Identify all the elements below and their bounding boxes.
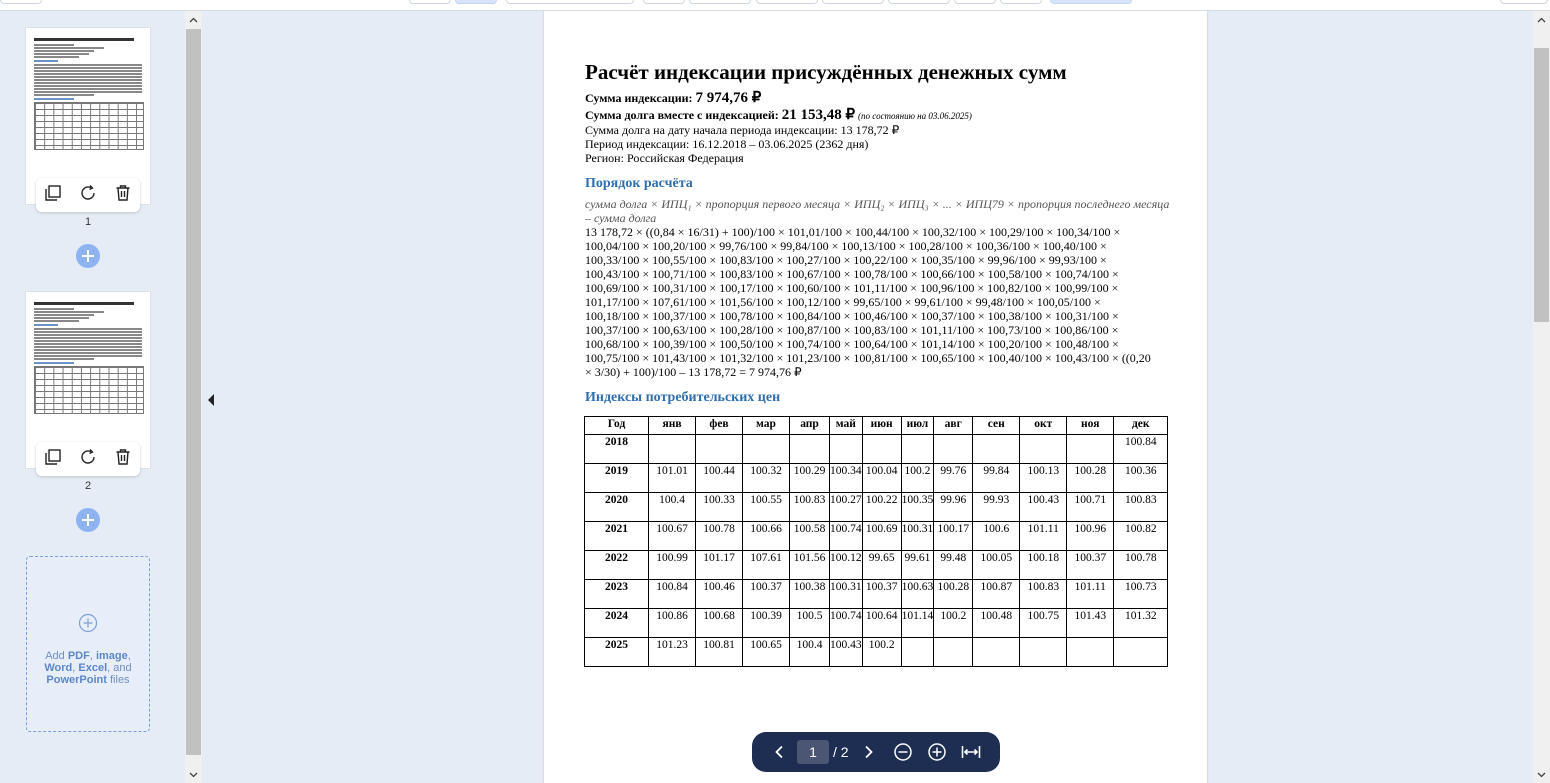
- cpi-value-cell: 100.4: [649, 493, 696, 522]
- thumb-text-line: [34, 88, 142, 90]
- calculation-line: 100,68/100 × 100,39/100 × 100,50/100 × 100,74/100 × 100,64/100 × 101,14/100 × 100,20/100 × 100,48/100 ×: [585, 337, 1119, 351]
- cpi-year-cell: 2024: [585, 609, 649, 638]
- cpi-value-cell: 100.96: [1067, 522, 1114, 551]
- cpi-value-cell: 100.44: [696, 464, 743, 493]
- cpi-value-cell: [973, 638, 1020, 667]
- cpi-value-cell: 100.05: [973, 551, 1020, 580]
- total-pages: / 2: [833, 744, 849, 760]
- debt-with-indexation: Сумма долга вместе с индексацией: 21 153,48 ₽ (по состоянию на 03.06.2025): [585, 107, 972, 123]
- thumb-text-line: [34, 334, 142, 336]
- cpi-table-header: [585, 417, 1168, 435]
- thumb-text-line: [34, 328, 142, 330]
- cpi-value-cell: 101.14: [901, 609, 934, 638]
- toolbar-button-active[interactable]: [455, 0, 497, 4]
- cpi-value-cell: 100.87: [973, 580, 1020, 609]
- thumb-table: [34, 102, 144, 150]
- zoom-in-button[interactable]: [923, 738, 951, 766]
- thumb-title-line: [34, 38, 134, 41]
- cpi-value-cell: 100.4: [790, 638, 830, 667]
- table-row: [585, 580, 1168, 609]
- document-title: Расчёт индексации присуждённых денежных сумм: [585, 60, 1067, 84]
- trash-icon[interactable]: [114, 184, 132, 207]
- cpi-value-cell: 101.17: [696, 551, 743, 580]
- thumb-text-line: [34, 311, 104, 313]
- page-2-actions: [36, 442, 140, 476]
- plus-icon: [81, 513, 95, 527]
- cpi-value-cell: 99.93: [973, 493, 1020, 522]
- toolbar-button[interactable]: [1500, 0, 1548, 4]
- cpi-value-cell: 100.83: [790, 493, 830, 522]
- calculation-line: 101,17/100 × 107,61/100 × 101,56/100 × 100,12/100 × 99,65/100 × 99,61/100 × 99,48/100 × 100,05/100 ×: [585, 295, 1101, 309]
- cpi-value-cell: [901, 435, 934, 464]
- zoom-out-button[interactable]: [889, 738, 917, 766]
- calculation-line: 100,18/100 × 100,37/100 × 100,78/100 × 100,84/100 × 100,46/100 × 100,37/100 × 100,38/100 × 100,31/100 ×: [585, 309, 1119, 323]
- table-row: [585, 609, 1168, 638]
- cpi-header-cell: авг: [934, 417, 973, 435]
- toolbar-button[interactable]: [756, 0, 818, 4]
- cpi-value-cell: 107.61: [743, 551, 790, 580]
- cpi-value-cell: 100.18: [1020, 551, 1067, 580]
- cpi-table: [584, 416, 1168, 667]
- cpi-value-cell: 100.17: [934, 522, 973, 551]
- cpi-value-cell: [743, 435, 790, 464]
- calculation-text: [585, 225, 1175, 379]
- cpi-value-cell: 99.96: [934, 493, 973, 522]
- indexation-sum: Сумма индексации: 7 974,76 ₽: [585, 90, 762, 106]
- cpi-value-cell: 100.43: [830, 638, 863, 667]
- thumb-text-line: [34, 94, 94, 96]
- thumb-text-line: [34, 91, 142, 93]
- cpi-value-cell: 100.78: [1114, 551, 1168, 580]
- cpi-value-cell: 100.74: [830, 522, 863, 551]
- toolbar-button[interactable]: [506, 0, 634, 4]
- page-thumbnails-sidebar: [0, 11, 185, 783]
- cpi-value-cell: 100.75: [1020, 609, 1067, 638]
- copy-page-icon[interactable]: [44, 448, 62, 471]
- chevron-right-icon: [864, 745, 874, 759]
- document-page: [544, 11, 1207, 783]
- thumb-text-line: [34, 358, 94, 360]
- cpi-value-cell: 101.01: [649, 464, 696, 493]
- cpi-value-cell: [1020, 638, 1067, 667]
- calculation-line: 100,69/100 × 100,31/100 × 100,17/100 × 100,60/100 × 101,11/100 × 100,96/100 × 100,82/100 × 100,99/100 ×: [585, 281, 1119, 295]
- cpi-value-cell: 100.12: [830, 551, 863, 580]
- thumb-text-line: [34, 56, 79, 58]
- fit-width-button[interactable]: [957, 738, 985, 766]
- chevron-left-icon: [774, 745, 784, 759]
- cpi-value-cell: 100.22: [862, 493, 901, 522]
- prev-page-button[interactable]: [765, 738, 793, 766]
- cpi-header-cell: фев: [696, 417, 743, 435]
- scroll-down-icon[interactable]: [1533, 766, 1550, 783]
- next-page-button[interactable]: [855, 738, 883, 766]
- thumb-table: [34, 366, 144, 414]
- cpi-value-cell: 100.31: [901, 522, 934, 551]
- indexation-period: Период индексации: 16.12.2018 – 03.06.2025 (2362 дня): [585, 137, 869, 151]
- thumb-text-line: [34, 73, 142, 75]
- cpi-value-cell: 100.71: [1067, 493, 1114, 522]
- calculation-line: 100,75/100 × 101,43/100 × 101,32/100 × 101,23/100 × 100,81/100 × 100,65/100 × 100,40/100 × 100,43/100 × ((0,20: [585, 351, 1151, 365]
- cpi-value-cell: 101.43: [1067, 609, 1114, 638]
- cpi-year-cell: 2019: [585, 464, 649, 493]
- cpi-value-cell: 100.83: [1114, 493, 1168, 522]
- thumb-text-line: [34, 79, 142, 81]
- cpi-value-cell: 100.32: [743, 464, 790, 493]
- procedure-heading: Порядок расчёта: [585, 176, 693, 191]
- rotate-icon[interactable]: [79, 184, 97, 207]
- cpi-value-cell: 100.84: [1114, 435, 1168, 464]
- cpi-value-cell: 101.11: [1067, 580, 1114, 609]
- copy-page-icon[interactable]: [44, 184, 62, 207]
- cpi-value-cell: 100.58: [790, 522, 830, 551]
- table-row: [585, 638, 1168, 667]
- collapse-sidebar-handle[interactable]: [202, 11, 219, 783]
- cpi-value-cell: 100.73: [1114, 580, 1168, 609]
- cpi-header-cell: янв: [649, 417, 696, 435]
- toolbar-button[interactable]: [689, 0, 751, 4]
- cpi-value-cell: 100.78: [696, 522, 743, 551]
- scroll-up-icon[interactable]: [185, 11, 202, 28]
- toolbar-button[interactable]: [954, 0, 996, 4]
- add-page-button[interactable]: [76, 244, 100, 268]
- zoom-in-icon: [927, 742, 947, 762]
- thumb-text-line: [34, 317, 89, 319]
- cpi-year-cell: 2018: [585, 435, 649, 464]
- cpi-value-cell: [901, 638, 934, 667]
- cpi-header-cell: июл: [901, 417, 934, 435]
- cpi-value-cell: [934, 435, 973, 464]
- top-toolbar: [0, 0, 1550, 11]
- cpi-value-cell: 100.84: [649, 580, 696, 609]
- thumb-heading-line: [34, 324, 58, 326]
- table-row: [585, 435, 1168, 464]
- cpi-header-cell: мар: [743, 417, 790, 435]
- thumb-text-line: [34, 85, 142, 87]
- add-circle-icon: [78, 613, 98, 638]
- cpi-value-cell: 100.37: [743, 580, 790, 609]
- thumb-text-line: [34, 340, 142, 342]
- cpi-value-cell: 100.38: [790, 580, 830, 609]
- toolbar-button-active[interactable]: [1050, 0, 1132, 4]
- collapse-left-icon[interactable]: [208, 394, 214, 406]
- cpi-value-cell: [649, 435, 696, 464]
- calculation-line: × 3/30) + 100)/100 – 13 178,72 = 7 974,76 ₽: [585, 365, 802, 379]
- cpi-value-cell: 100.82: [1114, 522, 1168, 551]
- cpi-value-cell: [1020, 435, 1067, 464]
- toolbar-button[interactable]: [643, 0, 685, 4]
- rotate-icon[interactable]: [79, 448, 97, 471]
- page-number-2: 2: [84, 480, 92, 492]
- cpi-value-cell: 99.76: [934, 464, 973, 493]
- thumb-heading-line: [34, 98, 74, 100]
- thumb-text-line: [34, 320, 79, 322]
- viewer-scrollbar-thumb[interactable]: [1534, 48, 1549, 322]
- thumb-text-line: [34, 64, 142, 66]
- calculation-line: 100,04/100 × 100,20/100 × 99,76/100 × 99,84/100 × 100,13/100 × 100,28/100 × 100,36/100 × 100,40/100 ×: [585, 239, 1107, 253]
- calculation-line: 13 178,72 × ((0,84 × 16/31) + 100)/100 × 101,01/100 × 100,44/100 × 100,32/100 × 100,29/100 × 100,34/100 ×: [585, 225, 1121, 239]
- cpi-header-cell: май: [830, 417, 863, 435]
- add-files-dropzone[interactable]: [26, 556, 150, 732]
- thumb-text-line: [34, 82, 142, 84]
- zoom-out-icon: [893, 742, 913, 762]
- thumb-text-line: [34, 346, 142, 348]
- cpi-value-cell: 100.28: [934, 580, 973, 609]
- thumb-text-line: [34, 44, 74, 46]
- thumb-text-line: [34, 331, 142, 333]
- cpi-value-cell: [790, 435, 830, 464]
- cpi-value-cell: 100.63: [901, 580, 934, 609]
- cpi-value-cell: 100.64: [862, 609, 901, 638]
- cpi-year-cell: 2023: [585, 580, 649, 609]
- cpi-header-cell: ноя: [1067, 417, 1114, 435]
- cpi-value-cell: 100.31: [830, 580, 863, 609]
- cpi-value-cell: [862, 435, 901, 464]
- cpi-value-cell: 100.33: [696, 493, 743, 522]
- thumb-heading-line: [34, 362, 74, 364]
- document-viewer: [219, 11, 1533, 783]
- cpi-header-cell: окт: [1020, 417, 1067, 435]
- cpi-header-cell: Год: [585, 417, 649, 435]
- cpi-value-cell: 100.36: [1114, 464, 1168, 493]
- toolbar-button[interactable]: [888, 0, 950, 4]
- thumb-text-line: [34, 67, 142, 69]
- plus-icon: [81, 249, 95, 263]
- cpi-value-cell: 100.99: [649, 551, 696, 580]
- cpi-header-cell: апр: [790, 417, 830, 435]
- cpi-value-cell: 101.11: [1020, 522, 1067, 551]
- cpi-value-cell: 101.32: [1114, 609, 1168, 638]
- cpi-value-cell: 100.68: [696, 609, 743, 638]
- thumb-text-line: [34, 53, 89, 55]
- cpi-value-cell: 101.56: [790, 551, 830, 580]
- thumb-text-line: [34, 47, 104, 49]
- cpi-value-cell: 100.6: [973, 522, 1020, 551]
- thumb-heading-line: [34, 60, 58, 62]
- cpi-year-cell: 2020: [585, 493, 649, 522]
- page-number-1: 1: [84, 216, 92, 228]
- add-page-button[interactable]: [76, 508, 100, 532]
- cpi-value-cell: [696, 435, 743, 464]
- thumb-text-line: [34, 343, 142, 345]
- cpi-value-cell: 100.28: [1067, 464, 1114, 493]
- table-row: [585, 493, 1168, 522]
- cpi-value-cell: 100.55: [743, 493, 790, 522]
- page-navigation: [752, 732, 1000, 772]
- fit-width-icon: [961, 744, 981, 760]
- region: Регион: Российская Федерация: [585, 151, 744, 165]
- cpi-header-cell: сен: [973, 417, 1020, 435]
- cpi-value-cell: 100.43: [1020, 493, 1067, 522]
- cpi-value-cell: [973, 435, 1020, 464]
- cpi-value-cell: 100.04: [862, 464, 901, 493]
- toolbar-button[interactable]: [1000, 0, 1042, 4]
- cpi-value-cell: 100.5: [790, 609, 830, 638]
- table-row: [585, 522, 1168, 551]
- cpi-value-cell: 100.37: [862, 580, 901, 609]
- thumb-text-line: [34, 314, 94, 316]
- cpi-value-cell: [830, 435, 863, 464]
- cpi-value-cell: 101.23: [649, 638, 696, 667]
- dropzone-text: Add PDF, image, Word, Excel, and PowerPoint files: [44, 650, 132, 686]
- cpi-value-cell: 100.65: [743, 638, 790, 667]
- thumb-text-line: [34, 349, 142, 351]
- cpi-heading: Индексы потребительских цен: [585, 390, 781, 405]
- cpi-value-cell: 100.2: [901, 464, 934, 493]
- thumb-text-line: [34, 352, 142, 354]
- debt-start: Сумма долга на дату начала периода индексации: 13 178,72 ₽: [585, 123, 900, 137]
- thumb-text-line: [34, 50, 94, 52]
- cpi-value-cell: 99.65: [862, 551, 901, 580]
- toolbar-button[interactable]: [0, 0, 42, 4]
- thumb-text-line: [34, 70, 142, 72]
- cpi-value-cell: [1067, 435, 1114, 464]
- cpi-header-cell: дек: [1114, 417, 1168, 435]
- summary-block: [585, 91, 1175, 405]
- cpi-value-cell: 100.2: [934, 609, 973, 638]
- cpi-year-cell: 2021: [585, 522, 649, 551]
- cpi-value-cell: 100.83: [1020, 580, 1067, 609]
- formula-text: сумма долга × ИПЦ₁ × пропорция первого месяца × ИПЦ₂ × ИПЦ₃ × ... × ИПЦ79 × пропорция последнего месяца – сумма долга: [585, 197, 1170, 225]
- cpi-value-cell: [1067, 638, 1114, 667]
- thumb-title-line: [34, 302, 134, 305]
- cpi-value-cell: 100.39: [743, 609, 790, 638]
- cpi-value-cell: 100.46: [696, 580, 743, 609]
- cpi-value-cell: 100.34: [830, 464, 863, 493]
- thumb-text-line: [34, 308, 74, 310]
- cpi-value-cell: 99.61: [901, 551, 934, 580]
- cpi-value-cell: 100.81: [696, 638, 743, 667]
- cpi-value-cell: 99.48: [934, 551, 973, 580]
- cpi-year-cell: 2025: [585, 638, 649, 667]
- scroll-up-icon[interactable]: [1533, 11, 1550, 28]
- calculation-line: 100,37/100 × 100,63/100 × 100,28/100 × 100,87/100 × 100,83/100 × 101,11/100 × 100,73/100 × 100,86/100 ×: [585, 323, 1119, 337]
- page-1-actions: [36, 178, 140, 212]
- cpi-value-cell: 100.86: [649, 609, 696, 638]
- cpi-value-cell: 100.2: [862, 638, 901, 667]
- table-row: [585, 464, 1168, 493]
- thumb-text-line: [34, 355, 142, 357]
- cpi-value-cell: [934, 638, 973, 667]
- cpi-value-cell: 100.74: [830, 609, 863, 638]
- table-row: [585, 551, 1168, 580]
- thumb-text-line: [34, 337, 142, 339]
- thumb-text-line: [34, 76, 142, 78]
- cpi-value-cell: 100.37: [1067, 551, 1114, 580]
- viewer-scrollbar[interactable]: [1533, 11, 1550, 783]
- scroll-down-icon[interactable]: [185, 766, 202, 783]
- cpi-year-cell: 2022: [585, 551, 649, 580]
- cpi-value-cell: [1114, 638, 1168, 667]
- toolbar-button[interactable]: [822, 0, 884, 4]
- sidebar-scrollbar[interactable]: [185, 11, 202, 783]
- calculation-line: 100,33/100 × 100,55/100 × 100,83/100 × 100,27/100 × 100,22/100 × 100,35/100 × 99,96/100 × 99,93/100 ×: [585, 253, 1107, 267]
- cpi-value-cell: 100.35: [901, 493, 934, 522]
- toolbar-button[interactable]: [409, 0, 451, 4]
- cpi-value-cell: 100.29: [790, 464, 830, 493]
- cpi-value-cell: 99.84: [973, 464, 1020, 493]
- sidebar-scrollbar-thumb[interactable]: [186, 29, 201, 755]
- cpi-header-cell: июн: [862, 417, 901, 435]
- cpi-value-cell: 100.69: [862, 522, 901, 551]
- calculation-line: 100,43/100 × 100,71/100 × 100,83/100 × 100,67/100 × 100,78/100 × 100,66/100 × 100,58/100 × 100,74/100 ×: [585, 267, 1119, 281]
- cpi-value-cell: 100.67: [649, 522, 696, 551]
- cpi-value-cell: 100.48: [973, 609, 1020, 638]
- cpi-value-cell: 100.66: [743, 522, 790, 551]
- trash-icon[interactable]: [114, 448, 132, 471]
- cpi-value-cell: 100.27: [830, 493, 863, 522]
- cpi-value-cell: 100.13: [1020, 464, 1067, 493]
- current-page-input[interactable]: 1: [797, 740, 829, 764]
